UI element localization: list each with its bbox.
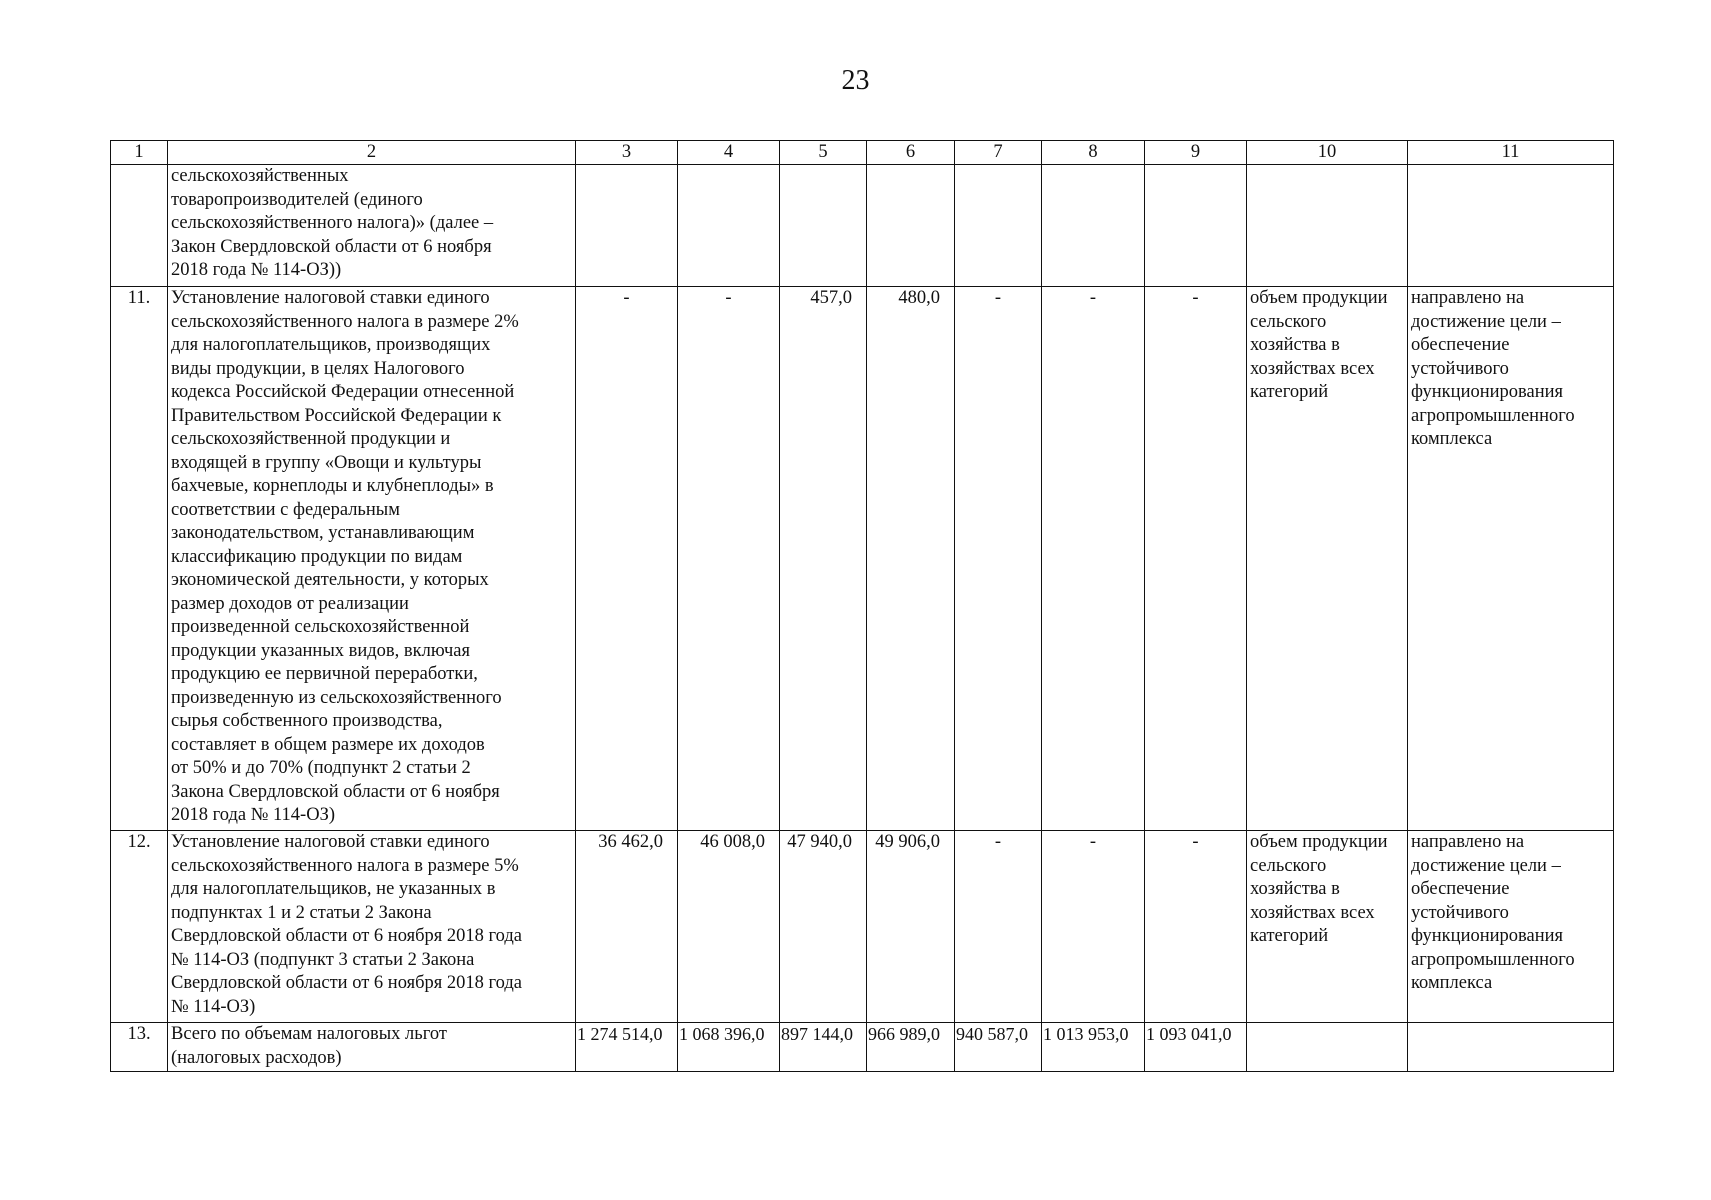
column-header: 6	[867, 141, 955, 165]
column-header: 9	[1145, 141, 1247, 165]
value-cell	[780, 165, 867, 287]
value-cell	[678, 165, 780, 287]
table-row-continuation	[111, 165, 1614, 287]
value-cell: -	[1145, 831, 1247, 1023]
total-value-cell: 1 093 041,0	[1145, 1023, 1247, 1072]
row-number: 12.	[111, 831, 168, 1023]
value-cell: 457,0	[780, 287, 867, 831]
indicator-cell	[1247, 1023, 1408, 1072]
value-cell: 49 906,0	[867, 831, 955, 1023]
column-number-header-row	[111, 141, 1614, 165]
value-cell: -	[1145, 287, 1247, 831]
row-description: сельскохозяйственных товаропроизводителей (единого сельскохозяйственного налога)» (далее – Закон Свердловской области от 6 ноября 2018 года № 114-ОЗ))	[168, 165, 576, 287]
total-value-cell: 897 144,0	[780, 1023, 867, 1072]
column-header: 2	[168, 141, 576, 165]
column-header: 11	[1408, 141, 1614, 165]
total-value-cell: 1 274 514,0	[576, 1023, 678, 1072]
assessment-cell: направлено на достижение цели – обеспечение устойчивого функционирования агропромышленного комплекса	[1408, 831, 1614, 1023]
assessment-cell	[1408, 165, 1614, 287]
total-value-cell: 966 989,0	[867, 1023, 955, 1072]
value-cell	[867, 165, 955, 287]
row-description: Установление налоговой ставки единого сельскохозяйственного налога в размере 5% для налогоплательщиков, не указанных в подпунктах 1 и 2 статьи 2 Закона Свердловской области от 6 ноября 2018 года № 114-ОЗ (подпункт 3 статьи 2 Закона Свердловской области от 6 ноября 2018 года № 114-ОЗ)	[168, 831, 576, 1023]
value-cell	[955, 165, 1042, 287]
value-cell: 480,0	[867, 287, 955, 831]
indicator-cell: объем продукции сельского хозяйства в хозяйствах всех категорий	[1247, 831, 1408, 1023]
column-header: 7	[955, 141, 1042, 165]
value-cell: -	[1042, 831, 1145, 1023]
total-value-cell: 1 068 396,0	[678, 1023, 780, 1072]
column-header: 3	[576, 141, 678, 165]
value-cell	[1145, 165, 1247, 287]
row-description: Установление налоговой ставки единого сельскохозяйственного налога в размере 2% для налогоплательщиков, производящих виды продукции, в целях Налогового кодекса Российской Федерации отнесенной Правительством Российской Федерации к сельскохозяйственной продукции и входящей в группу «Овощи и культуры бахчевые, корнеплоды и клубнеплоды» в соответствии с федеральным законодательством, устанавливающим классификацию продукции по видам экономической деятельности, у которых размер доходов от реализации произведенной сельскохозяйственной продукции указанных видов, включая продукцию ее первичной переработки, произведенную из сельскохозяйственного сырья собственного производства, составляет в общем размере их доходов от 50% и до 70% (подпункт 2 статьи 2 Закона Свердловской области от 6 ноября 2018 года № 114-ОЗ)	[168, 287, 576, 831]
indicator-cell	[1247, 165, 1408, 287]
row-number: 11.	[111, 287, 168, 831]
total-value-cell: 940 587,0	[955, 1023, 1042, 1072]
column-header: 8	[1042, 141, 1145, 165]
value-cell: 36 462,0	[576, 831, 678, 1023]
value-cell: 47 940,0	[780, 831, 867, 1023]
indicator-cell: объем продукции сельского хозяйства в хозяйствах всех категорий	[1247, 287, 1408, 831]
row-number	[111, 165, 168, 287]
value-cell: -	[678, 287, 780, 831]
value-cell	[576, 165, 678, 287]
assessment-cell	[1408, 1023, 1614, 1072]
table-row-12	[111, 831, 1614, 1023]
page-number: 23	[841, 65, 870, 96]
column-header: 4	[678, 141, 780, 165]
table-row-11	[111, 287, 1614, 831]
value-cell: 46 008,0	[678, 831, 780, 1023]
tax-benefits-table	[110, 140, 1614, 1072]
column-header: 10	[1247, 141, 1408, 165]
total-value-cell: 1 013 953,0	[1042, 1023, 1145, 1072]
value-cell: -	[576, 287, 678, 831]
row-description: Всего по объемам налоговых льгот (налоговых расходов)	[168, 1023, 576, 1072]
assessment-cell: направлено на достижение цели – обеспечение устойчивого функционирования агропромышленного комплекса	[1408, 287, 1614, 831]
value-cell: -	[955, 831, 1042, 1023]
value-cell: -	[1042, 287, 1145, 831]
value-cell	[1042, 165, 1145, 287]
value-cell: -	[955, 287, 1042, 831]
column-header: 5	[780, 141, 867, 165]
row-number: 13.	[111, 1023, 168, 1072]
column-header: 1	[111, 141, 168, 165]
table-row-total	[111, 1023, 1614, 1072]
